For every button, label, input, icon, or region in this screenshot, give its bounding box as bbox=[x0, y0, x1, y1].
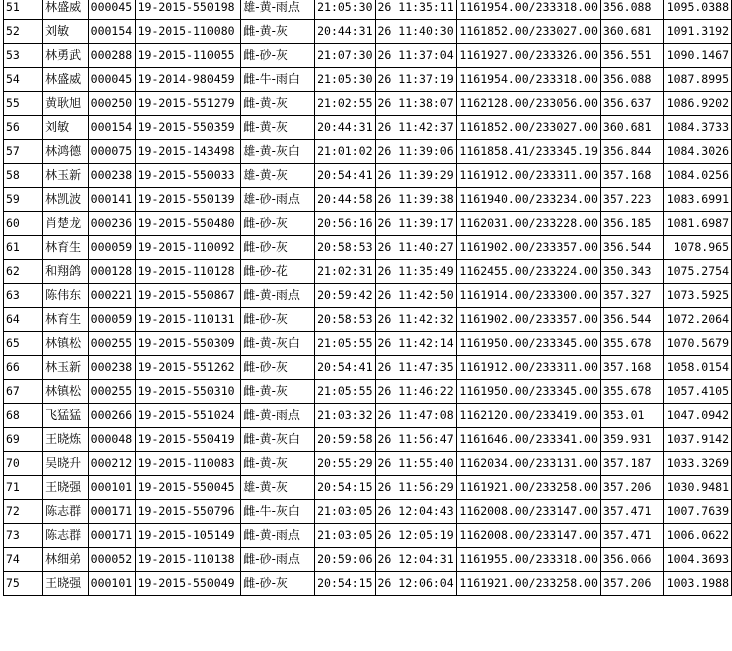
coordinates-cell: 1161646.00/233341.00 bbox=[457, 428, 600, 452]
speed-cell: 1091.3192 bbox=[664, 20, 732, 44]
speed-cell: 1084.3733 bbox=[664, 116, 732, 140]
ring-number-cell: 19-2015-550049 bbox=[135, 572, 241, 596]
table-row bbox=[4, 116, 732, 140]
sex-color-cell: 雌-砂-雨点 bbox=[241, 548, 315, 572]
arrival-time-cell: 26 11:35:49 bbox=[375, 260, 457, 284]
speed-cell: 1058.0154 bbox=[664, 356, 732, 380]
ring-number-cell: 19-2015-105149 bbox=[135, 524, 241, 548]
distance-cell: 357.206 bbox=[600, 476, 663, 500]
sex-color-cell: 雌-砂-灰 bbox=[241, 212, 315, 236]
coordinates-cell: 1161858.41/233345.19 bbox=[457, 140, 600, 164]
speed-cell: 1072.2064 bbox=[664, 308, 732, 332]
arrival-time-cell: 26 11:40:30 bbox=[375, 20, 457, 44]
ring-number-cell: 19-2014-980459 bbox=[135, 68, 241, 92]
name-cell: 黄耿旭 bbox=[43, 92, 89, 116]
arrival-time-cell: 26 11:39:29 bbox=[375, 164, 457, 188]
member-id-cell: 000171 bbox=[88, 500, 135, 524]
release-time-cell: 20:59:06 bbox=[315, 548, 375, 572]
member-id-cell: 000141 bbox=[88, 188, 135, 212]
table-row bbox=[4, 188, 732, 212]
release-time-cell: 20:59:58 bbox=[315, 428, 375, 452]
coordinates-cell: 1162120.00/233419.00 bbox=[457, 404, 600, 428]
speed-cell: 1006.0622 bbox=[664, 524, 732, 548]
member-id-cell: 000238 bbox=[88, 164, 135, 188]
name-cell: 林盛威 bbox=[43, 68, 89, 92]
distance-cell: 356.844 bbox=[600, 140, 663, 164]
table-row bbox=[4, 164, 732, 188]
arrival-time-cell: 26 11:56:29 bbox=[375, 476, 457, 500]
table-row bbox=[4, 500, 732, 524]
release-time-cell: 20:44:31 bbox=[315, 20, 375, 44]
distance-cell: 357.327 bbox=[600, 284, 663, 308]
member-id-cell: 000255 bbox=[88, 380, 135, 404]
rank-cell: 55 bbox=[4, 92, 43, 116]
ring-number-cell: 19-2015-550310 bbox=[135, 380, 241, 404]
speed-cell: 1004.3693 bbox=[664, 548, 732, 572]
release-time-cell: 20:58:53 bbox=[315, 236, 375, 260]
coordinates-cell: 1161921.00/233258.00 bbox=[457, 476, 600, 500]
ring-number-cell: 19-2015-550359 bbox=[135, 116, 241, 140]
table-row bbox=[4, 572, 732, 596]
release-time-cell: 20:56:16 bbox=[315, 212, 375, 236]
table-row bbox=[4, 308, 732, 332]
speed-cell: 1070.5679 bbox=[664, 332, 732, 356]
speed-cell: 1037.9142 bbox=[664, 428, 732, 452]
rank-cell: 52 bbox=[4, 20, 43, 44]
name-cell: 飞猛猛 bbox=[43, 404, 89, 428]
member-id-cell: 000059 bbox=[88, 308, 135, 332]
coordinates-cell: 1161852.00/233027.00 bbox=[457, 116, 600, 140]
name-cell: 林盛威 bbox=[43, 0, 89, 20]
speed-cell: 1090.1467 bbox=[664, 44, 732, 68]
release-time-cell: 21:02:31 bbox=[315, 260, 375, 284]
ring-number-cell: 19-2015-551262 bbox=[135, 356, 241, 380]
coordinates-cell: 1161912.00/233311.00 bbox=[457, 164, 600, 188]
rank-cell: 60 bbox=[4, 212, 43, 236]
sex-color-cell: 雄-黄-灰 bbox=[241, 476, 315, 500]
rank-cell: 68 bbox=[4, 404, 43, 428]
coordinates-cell: 1162008.00/233147.00 bbox=[457, 524, 600, 548]
arrival-time-cell: 26 11:47:08 bbox=[375, 404, 457, 428]
table-row bbox=[4, 428, 732, 452]
arrival-time-cell: 26 11:37:19 bbox=[375, 68, 457, 92]
coordinates-cell: 1161954.00/233318.00 bbox=[457, 68, 600, 92]
table-row bbox=[4, 236, 732, 260]
member-id-cell: 000101 bbox=[88, 572, 135, 596]
speed-cell: 1087.8995 bbox=[664, 68, 732, 92]
ring-number-cell: 19-2015-110128 bbox=[135, 260, 241, 284]
rank-cell: 54 bbox=[4, 68, 43, 92]
release-time-cell: 20:54:41 bbox=[315, 356, 375, 380]
table-row bbox=[4, 0, 732, 20]
rank-cell: 61 bbox=[4, 236, 43, 260]
member-id-cell: 000052 bbox=[88, 548, 135, 572]
ring-number-cell: 19-2015-550480 bbox=[135, 212, 241, 236]
sex-color-cell: 雌-黄-灰 bbox=[241, 380, 315, 404]
distance-cell: 357.187 bbox=[600, 452, 663, 476]
name-cell: 刘敏 bbox=[43, 116, 89, 140]
rank-cell: 58 bbox=[4, 164, 43, 188]
name-cell: 林勇武 bbox=[43, 44, 89, 68]
name-cell: 吴晓升 bbox=[43, 452, 89, 476]
speed-cell: 1095.0388 bbox=[664, 0, 732, 20]
release-time-cell: 20:44:58 bbox=[315, 188, 375, 212]
rank-cell: 75 bbox=[4, 572, 43, 596]
rank-cell: 64 bbox=[4, 308, 43, 332]
coordinates-cell: 1161955.00/233318.00 bbox=[457, 548, 600, 572]
distance-cell: 360.681 bbox=[600, 116, 663, 140]
distance-cell: 355.678 bbox=[600, 380, 663, 404]
arrival-time-cell: 26 11:42:50 bbox=[375, 284, 457, 308]
ring-number-cell: 19-2015-110083 bbox=[135, 452, 241, 476]
sex-color-cell: 雌-黄-灰 bbox=[241, 20, 315, 44]
distance-cell: 356.066 bbox=[600, 548, 663, 572]
arrival-time-cell: 26 11:39:17 bbox=[375, 212, 457, 236]
speed-cell: 1047.0942 bbox=[664, 404, 732, 428]
coordinates-cell: 1161902.00/233357.00 bbox=[457, 236, 600, 260]
distance-cell: 360.681 bbox=[600, 20, 663, 44]
arrival-time-cell: 26 11:55:40 bbox=[375, 452, 457, 476]
rank-cell: 57 bbox=[4, 140, 43, 164]
table-row bbox=[4, 20, 732, 44]
ring-number-cell: 19-2015-550796 bbox=[135, 500, 241, 524]
release-time-cell: 20:54:15 bbox=[315, 476, 375, 500]
rank-cell: 66 bbox=[4, 356, 43, 380]
coordinates-cell: 1162128.00/233056.00 bbox=[457, 92, 600, 116]
distance-cell: 356.088 bbox=[600, 68, 663, 92]
table-row bbox=[4, 92, 732, 116]
distance-cell: 356.544 bbox=[600, 308, 663, 332]
table-row bbox=[4, 332, 732, 356]
member-id-cell: 000236 bbox=[88, 212, 135, 236]
ring-number-cell: 19-2015-550309 bbox=[135, 332, 241, 356]
rank-cell: 73 bbox=[4, 524, 43, 548]
name-cell: 王晓炼 bbox=[43, 428, 89, 452]
arrival-time-cell: 26 11:35:11 bbox=[375, 0, 457, 20]
distance-cell: 350.343 bbox=[600, 260, 663, 284]
rank-cell: 62 bbox=[4, 260, 43, 284]
speed-cell: 1003.1988 bbox=[664, 572, 732, 596]
rank-cell: 56 bbox=[4, 116, 43, 140]
rank-cell: 72 bbox=[4, 500, 43, 524]
arrival-time-cell: 26 11:42:32 bbox=[375, 308, 457, 332]
release-time-cell: 21:03:32 bbox=[315, 404, 375, 428]
sex-color-cell: 雄-砂-雨点 bbox=[241, 188, 315, 212]
name-cell: 王晓强 bbox=[43, 572, 89, 596]
name-cell: 林玉新 bbox=[43, 356, 89, 380]
speed-cell: 1057.4105 bbox=[664, 380, 732, 404]
arrival-time-cell: 26 11:39:38 bbox=[375, 188, 457, 212]
rank-cell: 69 bbox=[4, 428, 43, 452]
rank-cell: 59 bbox=[4, 188, 43, 212]
arrival-time-cell: 26 12:04:31 bbox=[375, 548, 457, 572]
member-id-cell: 000238 bbox=[88, 356, 135, 380]
distance-cell: 356.637 bbox=[600, 92, 663, 116]
sex-color-cell: 雌-黄-灰 bbox=[241, 452, 315, 476]
name-cell: 陈志群 bbox=[43, 500, 89, 524]
sex-color-cell: 雌-黄-灰白 bbox=[241, 332, 315, 356]
release-time-cell: 21:01:02 bbox=[315, 140, 375, 164]
ring-number-cell: 19-2015-551279 bbox=[135, 92, 241, 116]
name-cell: 肖楚龙 bbox=[43, 212, 89, 236]
coordinates-cell: 1161902.00/233357.00 bbox=[457, 308, 600, 332]
arrival-time-cell: 26 11:37:04 bbox=[375, 44, 457, 68]
table-row bbox=[4, 404, 732, 428]
member-id-cell: 000048 bbox=[88, 428, 135, 452]
name-cell: 陈伟东 bbox=[43, 284, 89, 308]
member-id-cell: 000154 bbox=[88, 116, 135, 140]
ring-number-cell: 19-2015-110092 bbox=[135, 236, 241, 260]
table-row bbox=[4, 476, 732, 500]
distance-cell: 357.471 bbox=[600, 500, 663, 524]
release-time-cell: 20:54:41 bbox=[315, 164, 375, 188]
sex-color-cell: 雌-砂-灰 bbox=[241, 44, 315, 68]
distance-cell: 357.223 bbox=[600, 188, 663, 212]
member-id-cell: 000045 bbox=[88, 0, 135, 20]
speed-cell: 1073.5925 bbox=[664, 284, 732, 308]
speed-cell: 1007.7639 bbox=[664, 500, 732, 524]
name-cell: 和翔鸽 bbox=[43, 260, 89, 284]
sex-color-cell: 雌-砂-灰 bbox=[241, 308, 315, 332]
rank-cell: 53 bbox=[4, 44, 43, 68]
member-id-cell: 000171 bbox=[88, 524, 135, 548]
sex-color-cell: 雄-黄-灰白 bbox=[241, 140, 315, 164]
sex-color-cell: 雌-黄-雨点 bbox=[241, 284, 315, 308]
rank-cell: 51 bbox=[4, 0, 43, 20]
sex-color-cell: 雄-黄-灰 bbox=[241, 164, 315, 188]
arrival-time-cell: 26 11:42:14 bbox=[375, 332, 457, 356]
ring-number-cell: 19-2015-550033 bbox=[135, 164, 241, 188]
name-cell: 王晓强 bbox=[43, 476, 89, 500]
release-time-cell: 20:58:53 bbox=[315, 308, 375, 332]
table-row bbox=[4, 380, 732, 404]
ring-number-cell: 19-2015-110131 bbox=[135, 308, 241, 332]
name-cell: 林镇松 bbox=[43, 332, 89, 356]
ring-number-cell: 19-2015-110080 bbox=[135, 20, 241, 44]
arrival-time-cell: 26 12:04:43 bbox=[375, 500, 457, 524]
name-cell: 刘敏 bbox=[43, 20, 89, 44]
ring-number-cell: 19-2015-550419 bbox=[135, 428, 241, 452]
rank-cell: 67 bbox=[4, 380, 43, 404]
distance-cell: 353.01 bbox=[600, 404, 663, 428]
sex-color-cell: 雄-黄-雨点 bbox=[241, 0, 315, 20]
speed-cell: 1081.6987 bbox=[664, 212, 732, 236]
ring-number-cell: 19-2015-551024 bbox=[135, 404, 241, 428]
distance-cell: 357.471 bbox=[600, 524, 663, 548]
ring-number-cell: 19-2015-550045 bbox=[135, 476, 241, 500]
member-id-cell: 000059 bbox=[88, 236, 135, 260]
release-time-cell: 21:05:55 bbox=[315, 380, 375, 404]
coordinates-cell: 1162008.00/233147.00 bbox=[457, 500, 600, 524]
coordinates-cell: 1161940.00/233234.00 bbox=[457, 188, 600, 212]
member-id-cell: 000221 bbox=[88, 284, 135, 308]
arrival-time-cell: 26 12:06:04 bbox=[375, 572, 457, 596]
sex-color-cell: 雌-砂-灰 bbox=[241, 356, 315, 380]
sex-color-cell: 雌-黄-灰 bbox=[241, 116, 315, 140]
coordinates-cell: 1161914.00/233300.00 bbox=[457, 284, 600, 308]
release-time-cell: 20:44:31 bbox=[315, 116, 375, 140]
sex-color-cell: 雌-黄-雨点 bbox=[241, 404, 315, 428]
coordinates-cell: 1161912.00/233311.00 bbox=[457, 356, 600, 380]
release-time-cell: 21:05:30 bbox=[315, 68, 375, 92]
arrival-time-cell: 26 11:40:27 bbox=[375, 236, 457, 260]
ring-number-cell: 19-2015-550867 bbox=[135, 284, 241, 308]
distance-cell: 356.185 bbox=[600, 212, 663, 236]
name-cell: 林育生 bbox=[43, 308, 89, 332]
arrival-time-cell: 26 11:46:22 bbox=[375, 380, 457, 404]
coordinates-cell: 1161950.00/233345.00 bbox=[457, 380, 600, 404]
ring-number-cell: 19-2015-143498 bbox=[135, 140, 241, 164]
member-id-cell: 000266 bbox=[88, 404, 135, 428]
distance-cell: 356.544 bbox=[600, 236, 663, 260]
sex-color-cell: 雌-黄-灰白 bbox=[241, 428, 315, 452]
sex-color-cell: 雌-砂-灰 bbox=[241, 236, 315, 260]
member-id-cell: 000075 bbox=[88, 140, 135, 164]
release-time-cell: 20:54:15 bbox=[315, 572, 375, 596]
ring-number-cell: 19-2015-550139 bbox=[135, 188, 241, 212]
member-id-cell: 000250 bbox=[88, 92, 135, 116]
table-row bbox=[4, 524, 732, 548]
name-cell: 林镇松 bbox=[43, 380, 89, 404]
member-id-cell: 000128 bbox=[88, 260, 135, 284]
speed-cell: 1030.9481 bbox=[664, 476, 732, 500]
sex-color-cell: 雌-黄-灰 bbox=[241, 92, 315, 116]
ring-number-cell: 19-2015-110055 bbox=[135, 44, 241, 68]
table-row bbox=[4, 140, 732, 164]
table-row bbox=[4, 284, 732, 308]
arrival-time-cell: 26 11:39:06 bbox=[375, 140, 457, 164]
release-time-cell: 20:55:29 bbox=[315, 452, 375, 476]
speed-cell: 1078.965 bbox=[664, 236, 732, 260]
rank-cell: 63 bbox=[4, 284, 43, 308]
member-id-cell: 000045 bbox=[88, 68, 135, 92]
distance-cell: 355.678 bbox=[600, 332, 663, 356]
speed-cell: 1033.3269 bbox=[664, 452, 732, 476]
ring-number-cell: 19-2015-110138 bbox=[135, 548, 241, 572]
distance-cell: 357.168 bbox=[600, 164, 663, 188]
coordinates-cell: 1161950.00/233345.00 bbox=[457, 332, 600, 356]
coordinates-cell: 1162031.00/233228.00 bbox=[457, 212, 600, 236]
name-cell: 林凯波 bbox=[43, 188, 89, 212]
table-row bbox=[4, 212, 732, 236]
rank-cell: 65 bbox=[4, 332, 43, 356]
speed-cell: 1075.2754 bbox=[664, 260, 732, 284]
distance-cell: 359.931 bbox=[600, 428, 663, 452]
sex-color-cell: 雌-牛-灰白 bbox=[241, 500, 315, 524]
release-time-cell: 21:02:55 bbox=[315, 92, 375, 116]
release-time-cell: 21:03:05 bbox=[315, 524, 375, 548]
release-time-cell: 20:59:42 bbox=[315, 284, 375, 308]
rank-cell: 71 bbox=[4, 476, 43, 500]
name-cell: 林细弟 bbox=[43, 548, 89, 572]
speed-cell: 1084.3026 bbox=[664, 140, 732, 164]
speed-cell: 1084.0256 bbox=[664, 164, 732, 188]
table-row bbox=[4, 548, 732, 572]
sex-color-cell: 雌-砂-花 bbox=[241, 260, 315, 284]
name-cell: 陈志群 bbox=[43, 524, 89, 548]
member-id-cell: 000101 bbox=[88, 476, 135, 500]
sex-color-cell: 雌-牛-雨白 bbox=[241, 68, 315, 92]
arrival-time-cell: 26 11:42:37 bbox=[375, 116, 457, 140]
results-table-body bbox=[4, 0, 732, 596]
arrival-time-cell: 26 11:56:47 bbox=[375, 428, 457, 452]
release-time-cell: 21:05:30 bbox=[315, 0, 375, 20]
arrival-time-cell: 26 11:47:35 bbox=[375, 356, 457, 380]
coordinates-cell: 1162034.00/233131.00 bbox=[457, 452, 600, 476]
results-table bbox=[3, 0, 732, 596]
arrival-time-cell: 26 12:05:19 bbox=[375, 524, 457, 548]
sex-color-cell: 雌-黄-雨点 bbox=[241, 524, 315, 548]
release-time-cell: 21:07:30 bbox=[315, 44, 375, 68]
rank-cell: 74 bbox=[4, 548, 43, 572]
ring-number-cell: 19-2015-550198 bbox=[135, 0, 241, 20]
member-id-cell: 000212 bbox=[88, 452, 135, 476]
name-cell: 林鸿德 bbox=[43, 140, 89, 164]
table-row bbox=[4, 44, 732, 68]
coordinates-cell: 1161954.00/233318.00 bbox=[457, 0, 600, 20]
speed-cell: 1086.9202 bbox=[664, 92, 732, 116]
table-row bbox=[4, 356, 732, 380]
table-row bbox=[4, 452, 732, 476]
distance-cell: 356.551 bbox=[600, 44, 663, 68]
distance-cell: 356.088 bbox=[600, 0, 663, 20]
coordinates-cell: 1162455.00/233224.00 bbox=[457, 260, 600, 284]
speed-cell: 1083.6991 bbox=[664, 188, 732, 212]
distance-cell: 357.206 bbox=[600, 572, 663, 596]
table-row bbox=[4, 260, 732, 284]
distance-cell: 357.168 bbox=[600, 356, 663, 380]
sex-color-cell: 雌-砂-灰 bbox=[241, 572, 315, 596]
member-id-cell: 000288 bbox=[88, 44, 135, 68]
rank-cell: 70 bbox=[4, 452, 43, 476]
table-row bbox=[4, 68, 732, 92]
name-cell: 林玉新 bbox=[43, 164, 89, 188]
release-time-cell: 21:05:55 bbox=[315, 332, 375, 356]
member-id-cell: 000154 bbox=[88, 20, 135, 44]
coordinates-cell: 1161921.00/233258.00 bbox=[457, 572, 600, 596]
name-cell: 林育生 bbox=[43, 236, 89, 260]
release-time-cell: 21:03:05 bbox=[315, 500, 375, 524]
member-id-cell: 000255 bbox=[88, 332, 135, 356]
arrival-time-cell: 26 11:38:07 bbox=[375, 92, 457, 116]
coordinates-cell: 1161927.00/233326.00 bbox=[457, 44, 600, 68]
coordinates-cell: 1161852.00/233027.00 bbox=[457, 20, 600, 44]
